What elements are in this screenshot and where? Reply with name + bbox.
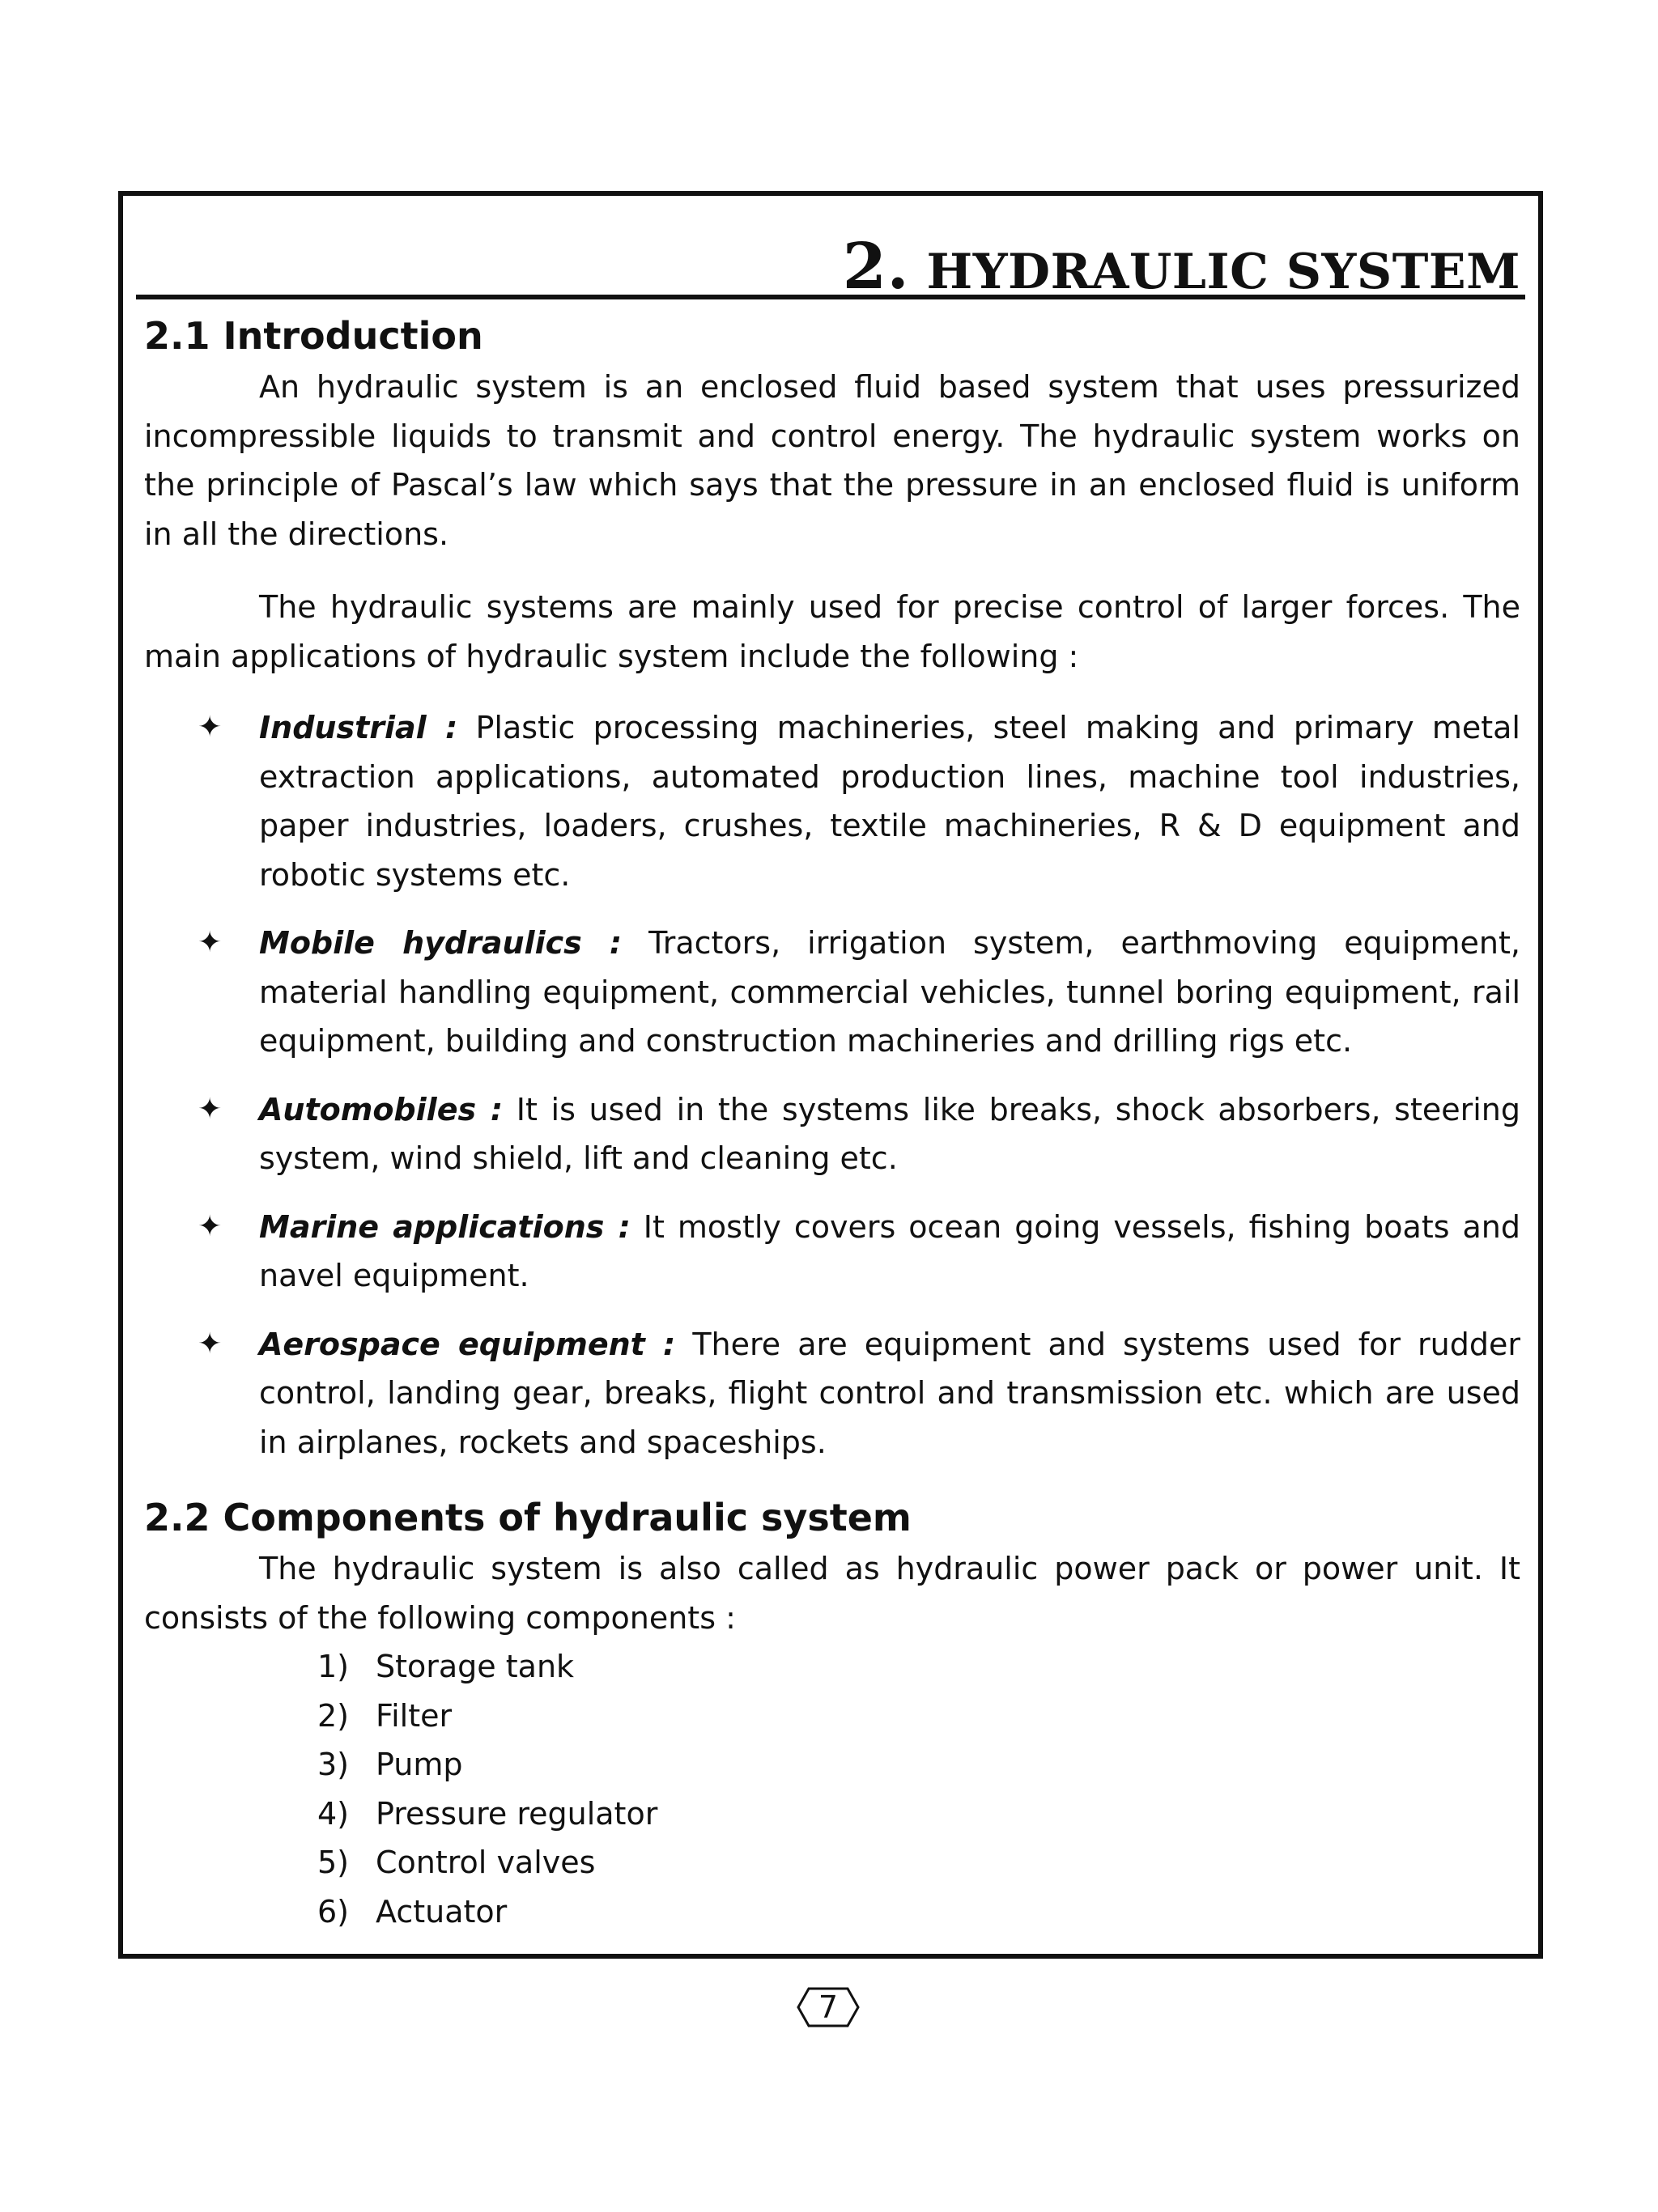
star-bullet-icon: ✦ [198,1209,223,1243]
component-label: Pressure regulator [376,1795,658,1832]
star-bullet-icon: ✦ [198,926,223,959]
list-item [144,1838,1520,1887]
list-number: 6) [317,1893,350,1930]
page-number [796,1986,861,2028]
application-term: Mobile hydraulics : [259,925,623,961]
list-item [144,1887,1520,1937]
chapter-number: 2. [842,230,910,304]
list-item [144,1740,1520,1790]
components-list [144,1642,1520,1936]
component-label: Filter [376,1697,453,1734]
list-number: 2) [317,1697,350,1734]
section-heading-introduction: 2.1 Introduction [144,314,483,358]
star-bullet-icon: ✦ [198,711,223,744]
component-label: Control valves [376,1845,596,1880]
component-label: Storage tank [376,1649,575,1684]
intro-paragraph-2: The hydraulic systems are mainly used for precise control of larger forces. The main applications of hydraulic system include the following : [144,589,1520,674]
page-content [144,309,1520,1936]
application-term: Aerospace equipment : [259,1326,676,1362]
list-number: 3) [317,1747,350,1782]
list-item [144,1320,1520,1467]
section-heading-components: 2.2 Components of hydraulic system [144,1496,912,1539]
list-item [144,919,1520,1066]
applications-list [144,703,1520,1467]
list-item [144,1790,1520,1839]
list-number: 4) [317,1795,350,1832]
list-item [144,1642,1520,1692]
chapter-title-text: HYDRAULIC SYSTEM [926,244,1520,300]
application-term: Automobiles : [259,1091,504,1127]
page-number-text: 7 [818,1989,839,2025]
list-item [144,1692,1520,1741]
star-bullet-icon: ✦ [198,1092,223,1126]
application-text: There are equipment and systems used for rudder control, landing gear, breaks, flight control and transmission etc. which are used in airplanes, rockets and spaceships. [259,1326,1520,1460]
title-rule [136,295,1525,299]
application-term: Marine applications : [259,1208,631,1245]
list-item [144,703,1520,899]
application-term: Industrial : [259,710,458,745]
list-number: 5) [317,1845,350,1880]
component-label: Actuator [376,1893,508,1930]
application-text: It mostly covers ocean going vessels, fishing boats and navel equipment. [259,1208,1521,1293]
application-text: It is used in the systems like breaks, shock absorbers, steering system, wind shield, lift and cleaning etc. [259,1091,1520,1176]
application-text: Plastic processing machineries, steel making and primary metal extraction applications, automated production lines, machine tool industries, paper industries, loaders, crushes, textile machineries, R & D equipment and robotic systems etc. [259,710,1520,893]
application-text: Tractors, irrigation system, earthmoving equipment, material handling equipment, commercial vehicles, tunnel boring equipment, rail equipment, building and construction machineries and drilling rigs etc. [259,925,1520,1059]
list-number: 1) [317,1649,350,1684]
page-frame [118,191,1543,1959]
chapter-title [843,230,1520,304]
star-bullet-icon: ✦ [198,1327,223,1361]
list-item [144,1085,1520,1183]
components-paragraph: The hydraulic system is also called as hydraulic power pack or power unit. It consists of the following components : [144,1551,1520,1636]
component-label: Pump [376,1747,463,1782]
list-item [144,1203,1520,1301]
intro-paragraph-1: An hydraulic system is an enclosed fluid based system that uses pressurized incompressible liquids to transmit and control energy. The hydraulic system works on the principle of Pascal’s law which says that the pressure in an enclosed fluid is uniform in all the directions. [144,369,1520,552]
